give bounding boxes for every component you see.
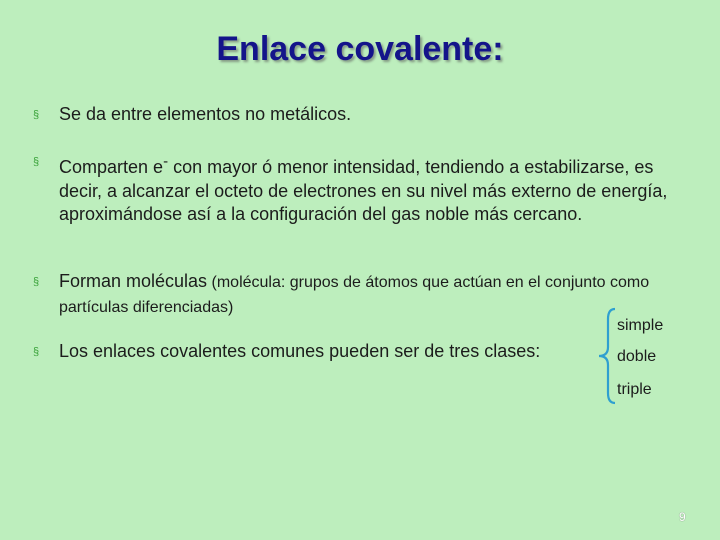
bullet-marker: § — [33, 276, 40, 288]
option-simple: simple — [617, 317, 664, 334]
electron-superscript: - — [163, 153, 169, 170]
bullet-4-text: Los enlaces covalentes comunes pueden ser de tres clases: — [59, 341, 541, 361]
option-doble: doble — [617, 348, 657, 365]
bullet-2-text — [59, 150, 699, 227]
bullet-marker: § — [33, 109, 40, 121]
bullet-3-note: (molécula: grupos de átomos que actúan en el conjunto como partículas diferenciadas) — [59, 274, 650, 316]
page-number: 9 — [679, 510, 686, 524]
curly-brace-icon — [596, 307, 618, 405]
bullet-2-text-b: con mayor ó menor intensidad, tendiendo a estabilizarse, es decir, a alcanzar el octeto de electrones en su nivel más externo de energía, aproximándose así a la configuración del gas noble más cercano. — [59, 157, 668, 224]
bullet-marker: § — [33, 346, 40, 358]
bullet-marker: § — [33, 156, 40, 168]
bullet-2-text-a: Comparten e — [59, 157, 164, 177]
bullet-3-main: Forman moléculas — [59, 271, 208, 291]
slide-title: Enlace covalente: — [216, 30, 504, 68]
bullet-1-text: Se da entre elementos no metálicos. — [59, 104, 352, 124]
option-triple: triple — [617, 381, 652, 398]
